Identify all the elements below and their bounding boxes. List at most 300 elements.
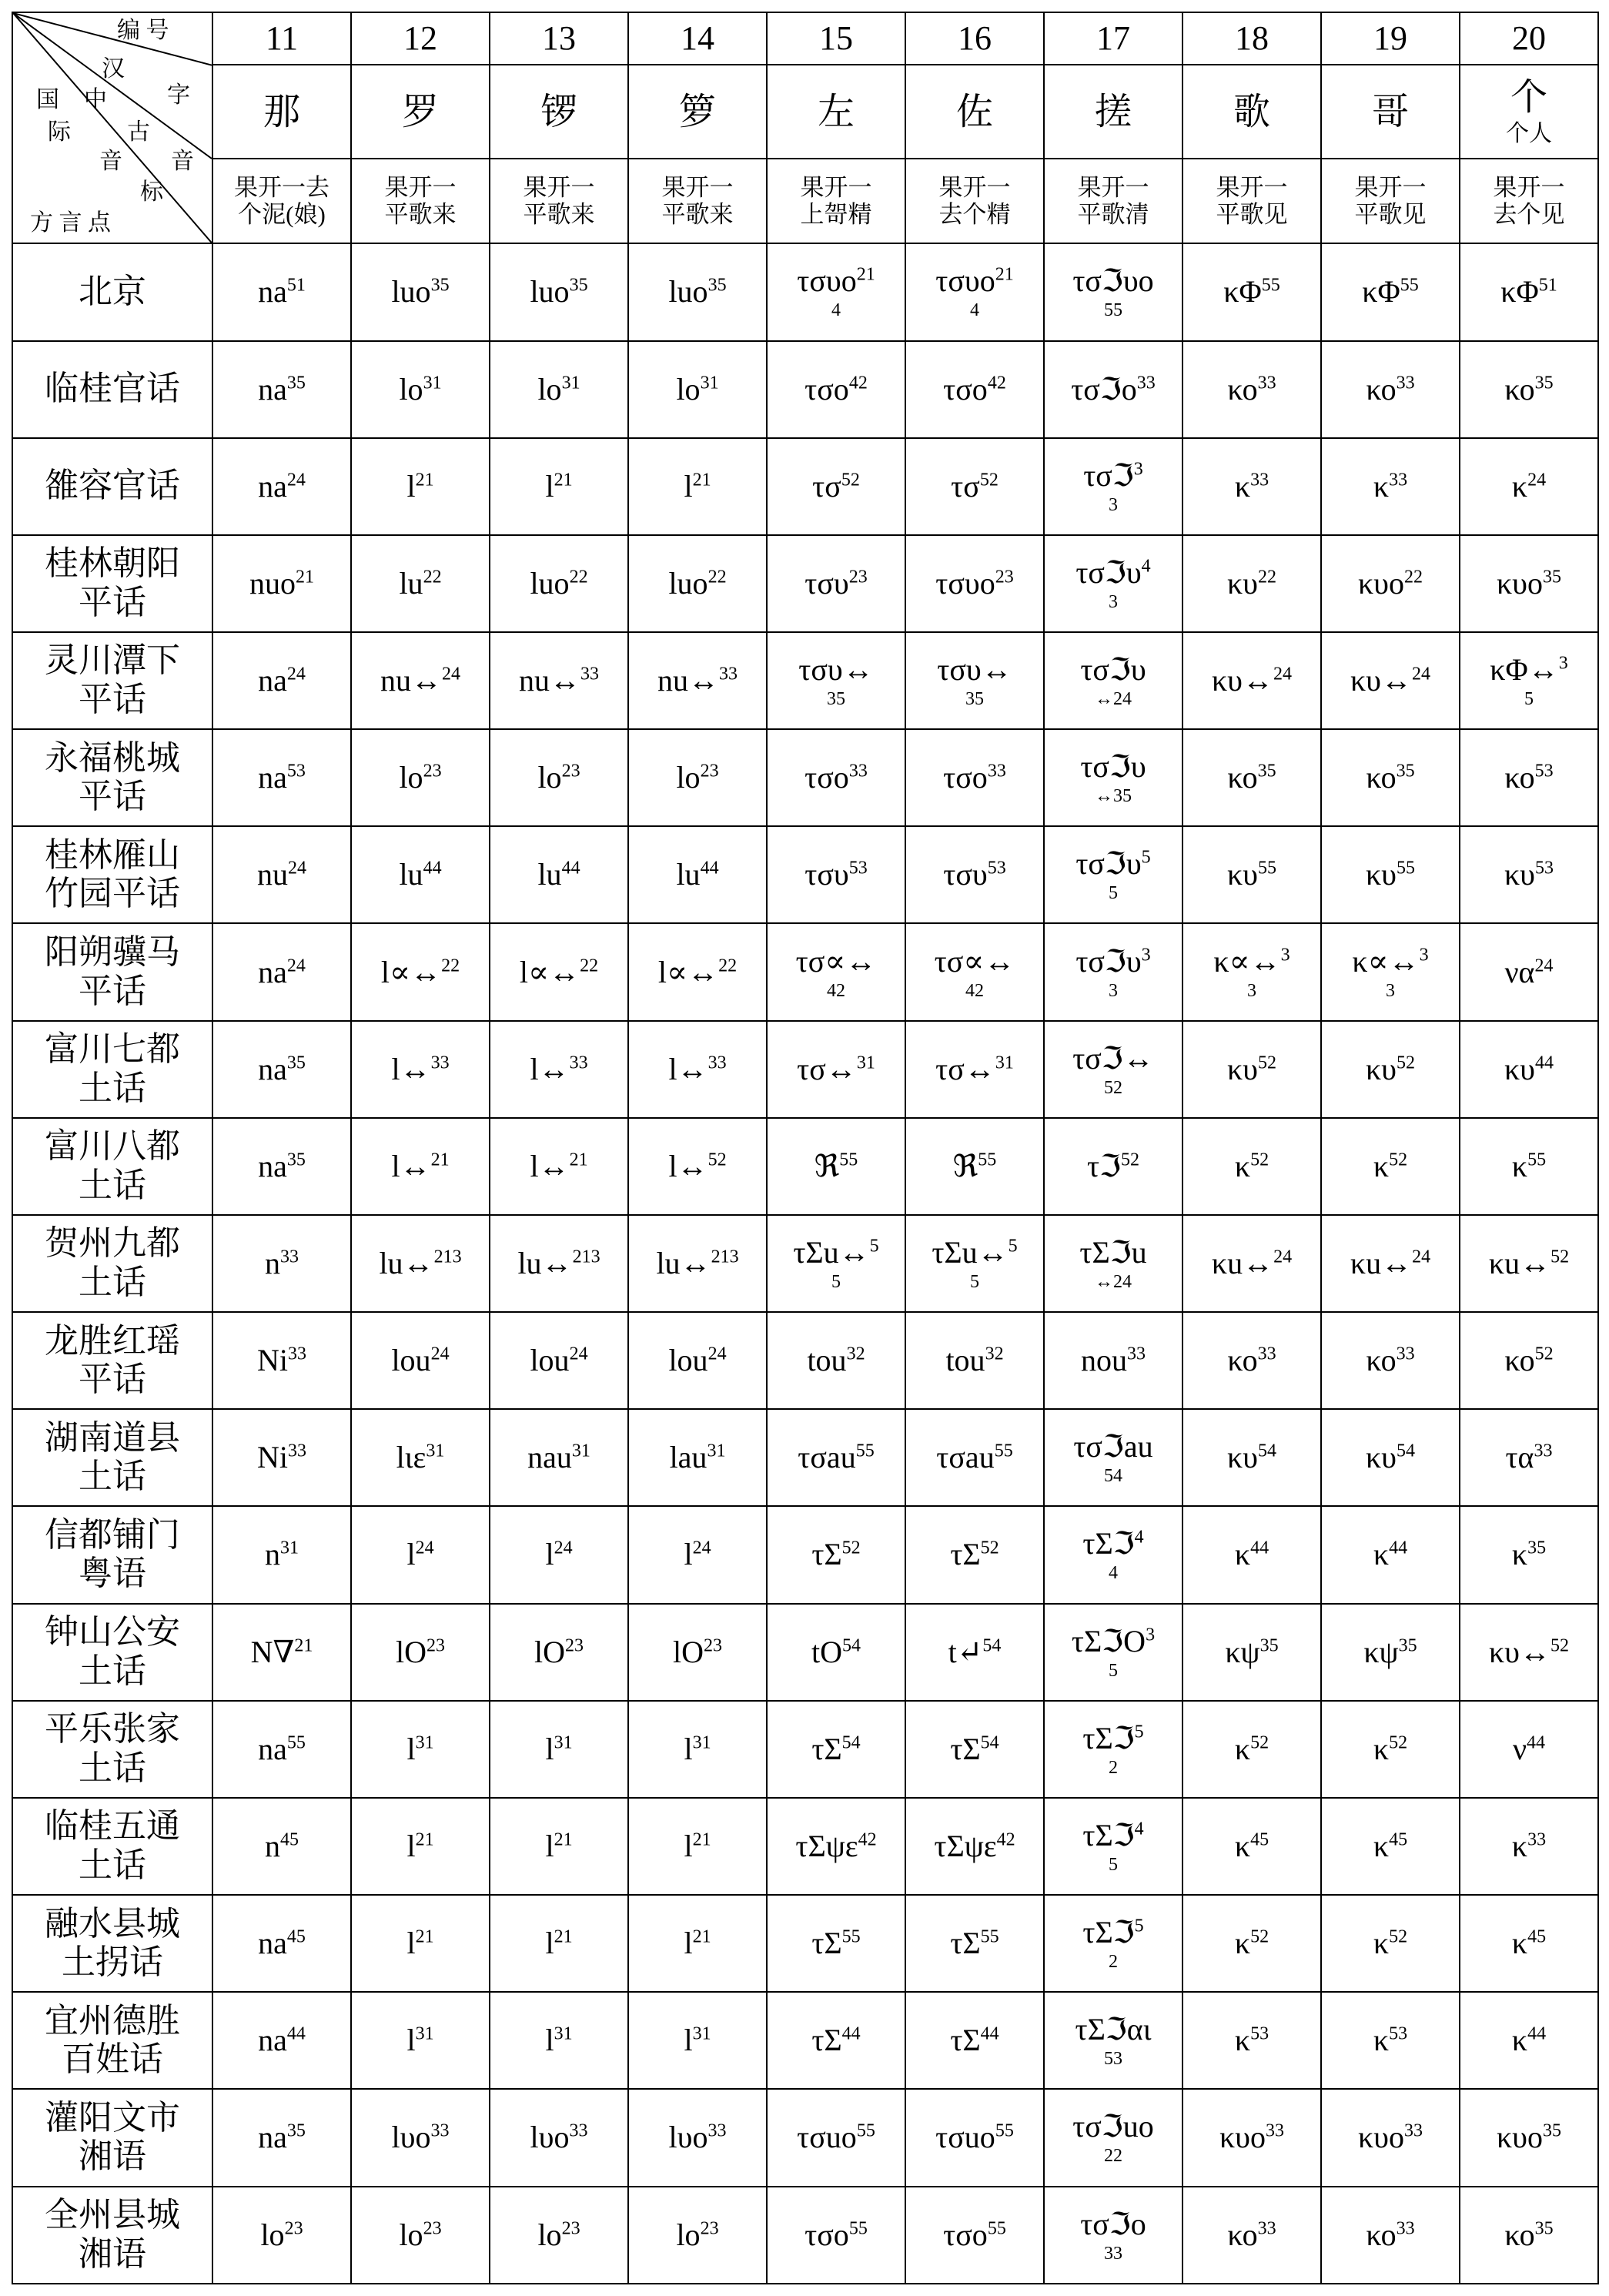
- pronunciation-form: lo: [399, 371, 423, 407]
- tone-value: 55: [994, 1441, 1013, 1461]
- pronunciation-cell: [1044, 1701, 1182, 1798]
- dialect-point-line: 桂林朝阳: [45, 544, 180, 583]
- pronunciation-form: τσο: [804, 760, 849, 795]
- tone-continuation: 35: [827, 689, 845, 710]
- corner-label-intl-1: 国: [36, 87, 59, 112]
- table-row: [12, 826, 1598, 923]
- tone-value: 44: [1527, 2023, 1547, 2044]
- pronunciation-cell: [905, 2187, 1044, 2284]
- tone-value: 55: [1400, 276, 1419, 296]
- tone-value: 3: [1141, 945, 1151, 966]
- tone-value: 55: [978, 1150, 997, 1170]
- tone-value: 35: [1259, 1635, 1279, 1656]
- pronunciation-form: τσο: [804, 371, 849, 407]
- pronunciation-cell: [212, 1992, 351, 2089]
- pronunciation-cell: [1182, 1021, 1321, 1118]
- character-glyph: 罗: [401, 91, 439, 132]
- tone-value: 31: [995, 1053, 1014, 1073]
- tone-value: 24: [1527, 470, 1547, 490]
- tone-value: 52: [979, 470, 999, 490]
- pronunciation-cell: [1321, 2187, 1460, 2284]
- pronunciation-form: κu↔: [1211, 1246, 1274, 1281]
- tone-value: 5: [1008, 1236, 1018, 1257]
- corner-label-sound-1: 音: [99, 149, 122, 174]
- pronunciation-form: lau: [669, 1440, 707, 1475]
- table-row: [12, 1215, 1598, 1312]
- pronunciation-form: κυ: [1227, 1051, 1258, 1086]
- pronunciation-form: τσυ: [943, 857, 988, 892]
- column-character: [490, 65, 628, 159]
- tone-continuation: ↔35: [1095, 786, 1132, 807]
- pronunciation-cell: [1460, 826, 1598, 923]
- pronunciation-form: τΣ: [950, 2023, 981, 2058]
- pronunciation-form: luo: [668, 565, 708, 601]
- pronunciation-cell: [905, 729, 1044, 826]
- tone-value: 33: [1527, 1829, 1547, 1850]
- tone-value: 31: [692, 1732, 711, 1753]
- pronunciation-form: l∝↔: [380, 954, 442, 989]
- pronunciation-form: κ: [1511, 1828, 1528, 1863]
- tone-value: 54: [841, 1732, 861, 1753]
- tone-value: 21: [569, 1150, 588, 1170]
- pronunciation-form: lou: [391, 1343, 431, 1378]
- pronunciation-form: lO: [396, 1634, 427, 1669]
- table-row: [12, 1992, 1598, 2089]
- pronunciation-form: τΣu↔: [932, 1235, 1009, 1270]
- character-glyph: 左: [817, 91, 855, 132]
- pronunciation-cell: [1182, 2089, 1321, 2186]
- pronunciation-cell: [212, 923, 351, 1020]
- pronunciation-form: τσℑυ: [1075, 943, 1142, 979]
- tone-value: 44: [1527, 1732, 1546, 1753]
- pronunciation-cell: [628, 243, 767, 340]
- pronunciation-cell: [628, 535, 767, 632]
- pronunciation-cell: [905, 341, 1044, 438]
- tone-value: 22: [569, 567, 588, 587]
- middle-chinese-line: 果开一: [1216, 173, 1288, 201]
- column-character: [905, 65, 1044, 159]
- pronunciation-form: κu↔: [1488, 1246, 1551, 1281]
- dialect-point-line: 湘语: [79, 2234, 146, 2273]
- pronunciation-cell: [905, 1021, 1044, 1118]
- tone-value: 21: [554, 1829, 573, 1850]
- tone-value: 44: [286, 2023, 306, 2044]
- column-character: [628, 65, 767, 159]
- pronunciation-cell: [628, 438, 767, 535]
- pronunciation-form: κu↔: [1350, 1246, 1413, 1281]
- dialect-point: [12, 1992, 212, 2089]
- pronunciation-cell: [767, 729, 905, 826]
- pronunciation-cell: [1182, 535, 1321, 632]
- dialect-point: [12, 1021, 212, 1118]
- column-character: [1321, 65, 1460, 159]
- middle-chinese-line: 平歌见: [1216, 201, 1288, 229]
- pronunciation-form: τσυ: [804, 565, 849, 601]
- column-middle-chinese: [1321, 159, 1460, 243]
- tone-value: 35: [1542, 567, 1561, 587]
- tone-value: 55: [286, 1732, 306, 1753]
- tone-value: 52: [1257, 1053, 1276, 1073]
- pronunciation-form: κ: [1234, 2023, 1251, 2058]
- pronunciation-form: na: [258, 954, 287, 989]
- pronunciation-form: lo: [676, 760, 701, 795]
- tone-value: 23: [848, 567, 868, 587]
- pronunciation-cell: [1044, 1895, 1182, 1992]
- tone-value: 21: [995, 265, 1014, 286]
- pronunciation-form: κ: [1234, 1537, 1251, 1572]
- table-row: [12, 1312, 1598, 1409]
- column-number: 17: [1044, 12, 1182, 65]
- pronunciation-form: κ: [1511, 1537, 1528, 1572]
- pronunciation-cell: [351, 1701, 490, 1798]
- tone-value: 45: [286, 1926, 306, 1947]
- pronunciation-cell: [767, 1798, 905, 1895]
- pronunciation-cell: [490, 826, 628, 923]
- tone-value: 52: [1550, 1247, 1570, 1267]
- tone-value: 213: [572, 1247, 600, 1267]
- pronunciation-cell: [351, 729, 490, 826]
- tone-value: 52: [841, 470, 860, 490]
- pronunciation-cell: [905, 1895, 1044, 1992]
- tone-value: 23: [995, 567, 1014, 587]
- tone-continuation: ↔24: [1095, 689, 1132, 710]
- pronunciation-cell: [1321, 1506, 1460, 1603]
- tone-value: 52: [1389, 1926, 1408, 1947]
- tone-continuation: 3: [1247, 980, 1256, 1001]
- tone-value: 51: [286, 276, 306, 296]
- pronunciation-cell: [1321, 1604, 1460, 1701]
- pronunciation-form: nuo: [249, 565, 296, 601]
- table-row: [12, 1118, 1598, 1215]
- tone-value: 33: [1265, 2121, 1284, 2142]
- pronunciation-form: τΣℑO: [1071, 1623, 1146, 1658]
- tone-value: 24: [569, 1344, 588, 1364]
- pronunciation-cell: [628, 826, 767, 923]
- pronunciation-cell: [628, 1021, 767, 1118]
- dialect-point: [12, 1604, 212, 1701]
- pronunciation-form: lo: [537, 371, 562, 407]
- tone-value: 22: [718, 956, 738, 976]
- pronunciation-form: κυ↔: [1489, 1634, 1550, 1669]
- pronunciation-form: κ: [1373, 1731, 1390, 1766]
- tone-continuation: 53: [1104, 2049, 1122, 2070]
- tone-value: 45: [280, 1829, 299, 1850]
- pronunciation-form: τσυο: [935, 263, 995, 299]
- pronunciation-cell: [767, 2187, 905, 2284]
- pronunciation-cell: [351, 1021, 490, 1118]
- pronunciation-cell: [1460, 2187, 1598, 2284]
- tone-value: 33: [848, 761, 868, 782]
- table-row: [12, 1506, 1598, 1603]
- tone-value: 44: [980, 2023, 999, 2044]
- pronunciation-form: τσ: [812, 468, 841, 504]
- middle-chinese-line: 平歌见: [1354, 201, 1427, 229]
- tone-value: 213: [711, 1247, 739, 1267]
- pronunciation-cell: [767, 1992, 905, 2089]
- pronunciation-form: l↔: [391, 1051, 431, 1086]
- tone-value: 54: [1396, 1441, 1415, 1461]
- pronunciation-form: lou: [530, 1343, 570, 1378]
- pronunciation-form: lO: [534, 1634, 565, 1669]
- pronunciation-form: τΣu↔: [793, 1235, 870, 1270]
- corner-label-ancient: 古: [127, 119, 150, 145]
- pronunciation-form: τΣ: [811, 1537, 842, 1572]
- tone-value: 33: [987, 761, 1006, 782]
- pronunciation-form: tou: [807, 1343, 847, 1378]
- pronunciation-form: lu↔: [517, 1246, 573, 1281]
- tone-value: 44: [1534, 1053, 1554, 1073]
- tone-value: 23: [704, 1635, 722, 1656]
- pronunciation-cell: [628, 729, 767, 826]
- tone-value: 35: [1398, 1635, 1417, 1656]
- dialect-point-line: 土话: [79, 1458, 146, 1496]
- pronunciation-form: l: [406, 1731, 416, 1766]
- dialect-point-line: 宜州德胜: [45, 2001, 180, 2040]
- tone-value: 3: [1133, 459, 1143, 480]
- tone-value: 31: [415, 1732, 434, 1753]
- pronunciation-cell: [628, 1895, 767, 1992]
- pronunciation-form: Ni: [257, 1343, 288, 1378]
- pronunciation-form: l: [545, 2023, 554, 2058]
- pronunciation-cell: [905, 1701, 1044, 1798]
- tone-value: 33: [1127, 1344, 1146, 1364]
- pronunciation-cell: [1182, 729, 1321, 826]
- tone-value: 35: [286, 1053, 306, 1073]
- tone-value: 21: [415, 1926, 434, 1947]
- pronunciation-form: τΣψε: [934, 1828, 997, 1863]
- pronunciation-cell: [490, 923, 628, 1020]
- pronunciation-cell: [351, 341, 490, 438]
- pronunciation-cell: [351, 1409, 490, 1506]
- dialect-point-line: 贺州九都: [45, 1224, 180, 1263]
- dialect-point: [12, 535, 212, 632]
- pronunciation-form: lu: [537, 857, 562, 892]
- pronunciation-form: τΣ: [950, 1537, 981, 1572]
- dialect-point-line: 桂林雁山: [45, 835, 180, 874]
- dialect-point-line: 土话: [79, 1069, 146, 1107]
- pronunciation-cell: [490, 1409, 628, 1506]
- middle-chinese-line: 果开一: [523, 173, 595, 201]
- pronunciation-cell: [905, 1992, 1044, 2089]
- pronunciation-form: κο: [1366, 371, 1397, 407]
- pronunciation-form: l: [406, 1926, 416, 1961]
- column-middle-chinese: [628, 159, 767, 243]
- pronunciation-cell: [351, 632, 490, 729]
- table-row: [12, 1798, 1598, 1895]
- pronunciation-cell: [351, 1895, 490, 1992]
- tone-continuation: 22: [1104, 2146, 1122, 2167]
- pronunciation-form: τσℑυ: [1080, 749, 1146, 785]
- tone-value: 21: [856, 265, 875, 286]
- table-row: [12, 438, 1598, 535]
- pronunciation-cell: [628, 1506, 767, 1603]
- corner-label-intl-2: 中: [84, 87, 107, 112]
- pronunciation-form: l: [545, 1731, 554, 1766]
- pronunciation-cell: [767, 535, 905, 632]
- tone-continuation: 2: [1109, 1757, 1118, 1778]
- pronunciation-cell: [1321, 1992, 1460, 2089]
- tone-value: 4: [1134, 1528, 1144, 1548]
- pronunciation-cell: [351, 1604, 490, 1701]
- dialect-point-line: 土话: [79, 1166, 146, 1204]
- pronunciation-cell: [767, 1215, 905, 1312]
- dialect-point-line: 融水县城: [45, 1904, 180, 1943]
- pronunciation-cell: [1460, 1992, 1598, 2089]
- pronunciation-cell: [1044, 438, 1182, 535]
- tone-value: 33: [707, 2121, 727, 2142]
- pronunciation-cell: [1321, 923, 1460, 1020]
- tone-continuation: 3: [1109, 980, 1118, 1001]
- pronunciation-form: tO: [811, 1634, 842, 1669]
- dialect-point-line: 信都铺门: [45, 1515, 180, 1554]
- pronunciation-form: τσau: [798, 1440, 856, 1475]
- pronunciation-cell: [212, 1118, 351, 1215]
- middle-chinese-line: 平歌来: [661, 201, 734, 229]
- pronunciation-cell: [1321, 632, 1460, 729]
- pronunciation-cell: [351, 1312, 490, 1409]
- pronunciation-form: na: [258, 663, 287, 698]
- tone-value: 55: [1396, 858, 1415, 879]
- pronunciation-cell: [767, 341, 905, 438]
- pronunciation-cell: [212, 1895, 351, 1992]
- pronunciation-cell: [767, 632, 905, 729]
- pronunciation-form: τℑ: [1087, 1148, 1121, 1183]
- tone-value: 35: [1534, 2218, 1554, 2239]
- pronunciation-cell: [490, 1701, 628, 1798]
- tone-value: 42: [996, 1829, 1015, 1850]
- pronunciation-form: l: [684, 1926, 693, 1961]
- dialect-point-line: 平话: [79, 972, 146, 1010]
- tone-value: 33: [1136, 373, 1156, 393]
- tone-value: 52: [1550, 1635, 1569, 1656]
- tone-value: 32: [985, 1344, 1004, 1364]
- pronunciation-cell: [1460, 1798, 1598, 1895]
- tone-value: 44: [1389, 1538, 1408, 1559]
- pronunciation-cell: [1182, 1701, 1321, 1798]
- pronunciation-form: τσℑυ: [1075, 554, 1142, 590]
- pronunciation-form: τσο: [804, 2217, 849, 2252]
- tone-value: 24: [1411, 664, 1430, 684]
- dialect-point-line: 土话: [79, 1846, 146, 1884]
- column-character: [767, 65, 905, 159]
- pronunciation-form: l↔: [391, 1148, 431, 1183]
- pronunciation-form: τσυο: [935, 565, 995, 601]
- tone-value: 42: [848, 373, 868, 393]
- pronunciation-cell: [628, 1118, 767, 1215]
- column-character: [1182, 65, 1321, 159]
- pronunciation-form: τσ↔: [935, 1051, 995, 1086]
- pronunciation-cell: [767, 923, 905, 1020]
- pronunciation-form: l: [545, 1828, 554, 1863]
- pronunciation-form: κψ: [1363, 1634, 1399, 1669]
- character-glyph: 搓: [1094, 91, 1132, 132]
- pronunciation-cell: [1044, 1118, 1182, 1215]
- tone-value: 44: [700, 858, 719, 879]
- pronunciation-form: l: [684, 1537, 693, 1572]
- dialect-point-line: 平乐张家: [45, 1710, 180, 1749]
- pronunciation-form: τΣ: [811, 1926, 842, 1961]
- tone-value: 55: [995, 2121, 1014, 2142]
- pronunciation-form: τσο: [943, 760, 988, 795]
- tone-value: 55: [1257, 858, 1276, 879]
- pronunciation-cell: [628, 1604, 767, 1701]
- dialect-point: [12, 1215, 212, 1312]
- pronunciation-cell: [490, 1992, 628, 2089]
- character-glyph: 哥: [1371, 91, 1409, 132]
- pronunciation-form: tou: [945, 1343, 985, 1378]
- pronunciation-cell: [1460, 1604, 1598, 1701]
- tone-value: 24: [286, 956, 306, 976]
- pronunciation-cell: [1321, 826, 1460, 923]
- pronunciation-form: l: [684, 1828, 693, 1863]
- tone-continuation: 5: [1109, 883, 1118, 904]
- pronunciation-form: lo: [260, 2217, 285, 2252]
- pronunciation-cell: [212, 2089, 351, 2186]
- pronunciation-cell: [490, 535, 628, 632]
- pronunciation-form: l: [545, 468, 554, 504]
- pronunciation-form: κΦ↔: [1490, 652, 1559, 688]
- tone-continuation: 5: [970, 1272, 979, 1293]
- column-character: [1460, 65, 1598, 159]
- pronunciation-cell: [351, 2089, 490, 2186]
- pronunciation-cell: [1044, 1409, 1182, 1506]
- pronunciation-form: κ: [1511, 1148, 1528, 1183]
- pronunciation-form: lo: [399, 760, 423, 795]
- pronunciation-form: lo: [399, 2217, 423, 2252]
- pronunciation-cell: [1044, 535, 1182, 632]
- pronunciation-cell: [1460, 1409, 1598, 1506]
- pronunciation-form: κ: [1373, 1537, 1390, 1572]
- pronunciation-form: lυo: [668, 2120, 708, 2155]
- tone-value: 21: [415, 1829, 434, 1850]
- tone-continuation: 42: [965, 980, 984, 1001]
- character-glyph: 那: [263, 91, 300, 132]
- pronunciation-cell: [628, 2187, 767, 2284]
- pronunciation-cell: [1321, 1021, 1460, 1118]
- tone-value: 52: [1120, 1150, 1139, 1170]
- dialect-point: [12, 1409, 212, 1506]
- tone-value: 21: [554, 470, 573, 490]
- pronunciation-form: τσο: [943, 2217, 988, 2252]
- pronunciation-cell: [1321, 1798, 1460, 1895]
- pronunciation-form: nou: [1081, 1343, 1127, 1378]
- pronunciation-cell: [490, 1895, 628, 1992]
- pronunciation-form: κυ: [1366, 857, 1397, 892]
- dialect-point-line: 灌阳文市: [45, 2098, 180, 2137]
- dialect-point-line: 土话: [79, 1263, 146, 1302]
- tone-value: 33: [280, 1247, 299, 1267]
- pronunciation-cell: [1460, 341, 1598, 438]
- pronunciation-form: l↔: [668, 1051, 708, 1086]
- pronunciation-cell: [905, 2089, 1044, 2186]
- pronunciation-form: lu: [399, 857, 423, 892]
- tone-value: 31: [280, 1538, 299, 1559]
- pronunciation-cell: [1044, 2187, 1182, 2284]
- column-middle-chinese: [905, 159, 1044, 243]
- pronunciation-cell: [767, 1604, 905, 1701]
- pronunciation-form: τσℑυ: [1080, 652, 1146, 688]
- pronunciation-form: lo: [537, 760, 562, 795]
- pronunciation-cell: [1044, 826, 1182, 923]
- tone-value: 31: [554, 2023, 573, 2044]
- dialect-point: [12, 2187, 212, 2284]
- tone-continuation: 4: [970, 300, 979, 321]
- column-number: 20: [1460, 12, 1598, 65]
- tone-continuation: 35: [965, 689, 984, 710]
- pronunciation-cell: [1182, 1992, 1321, 2089]
- pronunciation-cell: [1460, 1118, 1598, 1215]
- pronunciation-cell: [1460, 1701, 1598, 1798]
